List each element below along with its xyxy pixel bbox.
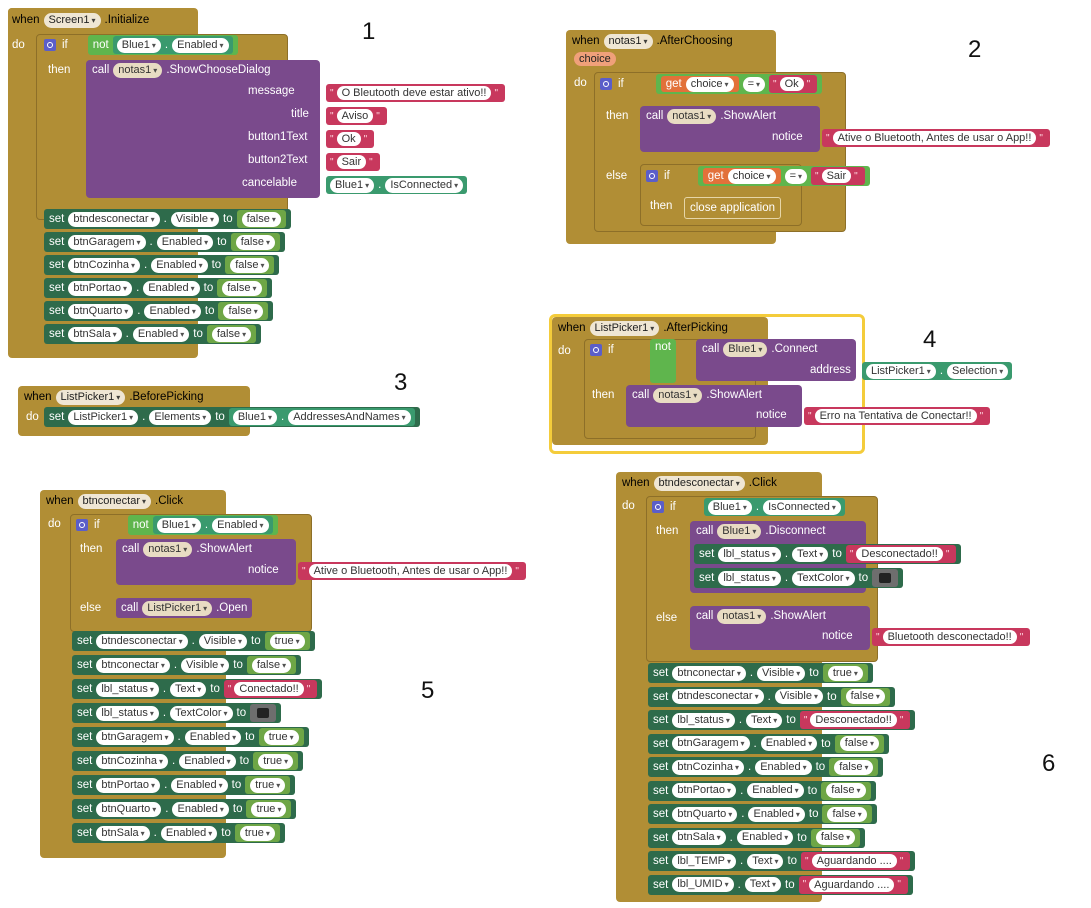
do-keyword: do <box>12 39 25 51</box>
notice-string[interactable]: " Ative o Bluetooth, Antes de usar o App!! " <box>298 562 526 580</box>
set-row[interactable] <box>72 750 303 772</box>
set-row[interactable] <box>72 702 281 724</box>
set-block[interactable]: set btnCozinha ▾ . Enabled ▾ to false ▾ <box>44 255 279 275</box>
set-block[interactable]: set btnGaragem ▾ . Enabled ▾ to true ▾ <box>72 727 309 747</box>
set-row[interactable] <box>648 733 889 755</box>
set-block[interactable]: set btndesconectar ▾ . Visible ▾ to true ▾ <box>72 631 315 651</box>
set-row[interactable] <box>44 254 279 276</box>
notice-string[interactable]: " Ative o Bluetooth, Antes de usar o App!! " <box>822 129 1050 147</box>
set-row[interactable] <box>648 850 915 872</box>
set-block[interactable]: set lbl_status ▾ . TextColor ▾ to <box>72 703 281 723</box>
string-value[interactable]: " Aguardando .... " <box>799 876 908 894</box>
section-label-2: 2 <box>968 36 982 63</box>
set-obj-dropdown[interactable]: btnconectar ▾ <box>96 658 170 673</box>
boolean-value[interactable]: false ▾ <box>237 210 286 228</box>
boolean-value[interactable]: false ▾ <box>822 805 871 823</box>
set-prop-dropdown[interactable]: Enabled ▾ <box>133 327 189 342</box>
cancelable-prop[interactable]: Blue1 ▾ . IsConnected ▾ <box>326 176 467 194</box>
section-label-4: 4 <box>923 326 937 353</box>
set-block[interactable]: set lbl_UMID ▾ . Text ▾ to " Aguardando .... " <box>648 875 913 895</box>
event-block-notas1-afterchoosing[interactable]: when notas1 ▾ .AfterChoosing choice do if get choice ▾ = ▾ " Ok " then call notas1 ▾ .ShowAlert notice " Ative o Bluetooth, Antes de usar o App!! " else if get choice ▾ = ▾ " Sair " then close application <box>566 30 1086 250</box>
obj-dropdown[interactable]: Blue1 ▾ <box>117 38 161 53</box>
set-obj-dropdown[interactable]: btnconectar ▾ <box>672 666 746 681</box>
string-value[interactable]: " Desconectado!! " <box>800 711 911 729</box>
boolean-value[interactable]: false ▾ <box>811 829 860 847</box>
set-block[interactable]: set lbl_status ▾ . Text ▾ to " Desconectado!! " <box>694 544 961 564</box>
compare-block[interactable]: get choice ▾ = ▾ " Ok " <box>656 74 822 94</box>
set-row[interactable] <box>72 822 285 844</box>
button2-string[interactable]: " Sair " <box>326 153 380 171</box>
gear-icon[interactable] <box>590 344 602 356</box>
param-choice[interactable]: choice <box>574 52 616 66</box>
set-obj-dropdown[interactable]: btnGaragem ▾ <box>672 736 749 751</box>
set-row[interactable] <box>44 231 285 253</box>
set-prop-dropdown[interactable]: Text ▾ <box>792 547 828 562</box>
set-prop-dropdown[interactable]: Enabled ▾ <box>161 826 217 841</box>
set-row[interactable] <box>648 874 913 896</box>
set-prop-dropdown[interactable]: Text ▾ <box>170 682 206 697</box>
gear-icon[interactable] <box>646 170 658 182</box>
set-prop-dropdown[interactable]: Text ▾ <box>745 877 781 892</box>
set-prop-dropdown[interactable]: Visible ▾ <box>775 689 823 704</box>
set-obj-dropdown[interactable]: btnPortao ▾ <box>68 281 132 296</box>
set-prop-dropdown[interactable]: Enabled ▾ <box>171 778 227 793</box>
set-block[interactable]: set ListPicker1 ▾ . Elements ▾ to Blue1 ▾ . AddressesAndNames ▾ <box>44 407 420 427</box>
set-obj-dropdown[interactable]: lbl_status ▾ <box>718 571 781 586</box>
title-string[interactable]: " Aviso " <box>326 107 387 125</box>
set-obj-dropdown[interactable]: btndesconectar ▾ <box>96 634 187 649</box>
set-prop-dropdown[interactable]: Enabled ▾ <box>185 730 241 745</box>
string-value[interactable]: " Conectado!! " <box>224 680 317 698</box>
boolean-value[interactable]: true ▾ <box>823 664 868 682</box>
set-block[interactable]: set btnSala ▾ . Enabled ▾ to false ▾ <box>648 828 865 848</box>
event-block-listpicker1-afterpicking[interactable]: when ListPicker1 ▾ .AfterPicking do if not call Blue1 ▾ .Connect address ListPicker1 ▾ . Selection ▾ then call notas1 ▾ .ShowAlert notice " Erro na Tentativa de Conectar!! " <box>552 317 1052 447</box>
message-string[interactable]: " O Bleutooth deve estar ativo!! " <box>326 84 505 102</box>
set-row[interactable] <box>648 686 895 708</box>
set-prop-dropdown[interactable]: Enabled ▾ <box>755 760 811 775</box>
set-block[interactable]: set btnconectar ▾ . Visible ▾ to false ▾ <box>72 655 301 675</box>
event-block-screen1-initialize[interactable]: when Screen1 ▾ .Initialize do if not Blue1 ▾ . Enabled ▾ then call notas1 ▾ .ShowChooseDialog message " O Bleutooth deve estar ativo!! " title " Aviso " button1Text " Ok " button2Text " Sair " cancelable Blue1 ▾ . IsConnected ▾ set btndesconectar ▾ . Visible ▾ to false ▾ set btnGaragem ▾ . Enabled ▾ to false ▾ set btnCozinha ▾ . Enabled ▾ to false ▾ set btnPortao ▾ . Enabled ▾ to false ▾ set btnQuarto ▾ . Enabled ▾ to false ▾ set btnSala ▾ . Enabled ▾ to false ▾ <box>8 8 368 358</box>
set-prop-dropdown[interactable]: Enabled ▾ <box>157 235 213 250</box>
set-block[interactable]: set btnCozinha ▾ . Enabled ▾ to true ▾ <box>72 751 303 771</box>
set-block[interactable]: set btnSala ▾ . Enabled ▾ to true ▾ <box>72 823 285 843</box>
set-block[interactable]: set btnGaragem ▾ . Enabled ▾ to false ▾ <box>44 232 285 252</box>
set-obj-dropdown[interactable]: btnGaragem ▾ <box>96 730 173 745</box>
boolean-value[interactable]: true ▾ <box>235 824 280 842</box>
component-dropdown[interactable]: notas1 ▾ <box>604 34 653 49</box>
boolean-value[interactable]: false ▾ <box>225 256 274 274</box>
set-block[interactable]: set btnPortao ▾ . Enabled ▾ to false ▾ <box>648 781 876 801</box>
boolean-value[interactable]: false ▾ <box>829 758 878 776</box>
set-obj-dropdown[interactable]: btnCozinha ▾ <box>68 258 140 273</box>
boolean-value[interactable]: false ▾ <box>841 688 890 706</box>
color-swatch[interactable] <box>872 569 898 587</box>
set-block[interactable]: set lbl_status ▾ . Text ▾ to " Desconectado!! " <box>648 710 915 730</box>
set-prop-dropdown[interactable]: Text ▾ <box>747 854 783 869</box>
boolean-value[interactable]: false ▾ <box>247 656 296 674</box>
set-obj-dropdown[interactable]: btnCozinha ▾ <box>672 760 744 775</box>
set-block[interactable]: set btnQuarto ▾ . Enabled ▾ to false ▾ <box>44 301 273 321</box>
set-block[interactable]: set btndesconectar ▾ . Visible ▾ to false ▾ <box>648 687 895 707</box>
set-obj-dropdown[interactable]: lbl_status ▾ <box>96 706 159 721</box>
color-swatch[interactable] <box>250 704 276 722</box>
set-block[interactable]: set btnCozinha ▾ . Enabled ▾ to false ▾ <box>648 757 883 777</box>
set-row[interactable] <box>648 756 883 778</box>
set-obj-dropdown[interactable]: btnPortao ▾ <box>96 778 160 793</box>
set-obj-dropdown[interactable]: btnSala ▾ <box>96 826 149 841</box>
set-row[interactable] <box>72 774 295 796</box>
set-row[interactable] <box>694 543 961 565</box>
boolean-value[interactable]: true ▾ <box>259 728 304 746</box>
boolean-value[interactable]: false ▾ <box>821 782 870 800</box>
set-row[interactable] <box>72 726 309 748</box>
set-prop-dropdown[interactable]: Visible ▾ <box>181 658 229 673</box>
boolean-value[interactable]: false ▾ <box>207 325 256 343</box>
set-row[interactable] <box>648 803 877 825</box>
not-block[interactable]: not Blue1 ▾ . Enabled ▾ <box>88 35 238 55</box>
prop-dropdown[interactable]: Enabled ▾ <box>172 38 228 53</box>
not-block[interactable]: not Blue1 ▾ . Enabled ▾ <box>128 515 278 535</box>
set-obj-dropdown[interactable]: lbl_status ▾ <box>672 713 735 728</box>
set-prop-dropdown[interactable]: Visible ▾ <box>199 634 247 649</box>
boolean-value[interactable]: true ▾ <box>246 800 291 818</box>
set-prop-dropdown[interactable]: Enabled ▾ <box>748 807 804 822</box>
boolean-value[interactable]: true ▾ <box>265 632 310 650</box>
set-obj-dropdown[interactable]: btnSala ▾ <box>672 830 725 845</box>
set-obj-dropdown[interactable]: btnQuarto ▾ <box>96 802 161 817</box>
section-label-6: 6 <box>1042 750 1056 777</box>
call-open-block[interactable]: call ListPicker1 ▾ .Open <box>116 598 252 618</box>
boolean-value[interactable]: false ▾ <box>218 302 267 320</box>
set-prop-dropdown[interactable]: TextColor ▾ <box>170 706 232 721</box>
set-block[interactable]: set btnPortao ▾ . Enabled ▾ to true ▾ <box>72 775 295 795</box>
set-block[interactable]: set btnSala ▾ . Enabled ▾ to false ▾ <box>44 324 261 344</box>
set-obj-dropdown[interactable]: lbl_status ▾ <box>96 682 159 697</box>
component-dropdown[interactable]: Screen1 ▾ <box>44 13 101 28</box>
boolean-value[interactable]: false ▾ <box>835 735 884 753</box>
set-block[interactable]: set btndesconectar ▾ . Visible ▾ to false ▾ <box>44 209 291 229</box>
set-row[interactable] <box>72 678 322 700</box>
not-block[interactable]: not <box>650 339 676 383</box>
set-obj-dropdown[interactable]: btnCozinha ▾ <box>96 754 168 769</box>
set-prop-dropdown[interactable]: Visible ▾ <box>757 666 805 681</box>
arg-name-cancelable: cancelable <box>242 177 297 189</box>
set-obj-dropdown[interactable]: btnQuarto ▾ <box>68 304 133 319</box>
set-obj-dropdown[interactable]: btnPortao ▾ <box>672 783 736 798</box>
section-label-5: 5 <box>421 677 435 704</box>
set-prop-dropdown[interactable]: Visible ▾ <box>171 212 219 227</box>
set-block[interactable]: set btnGaragem ▾ . Enabled ▾ to false ▾ <box>648 734 889 754</box>
set-prop-dropdown[interactable]: Enabled ▾ <box>151 258 207 273</box>
then-keyword: then <box>48 64 71 76</box>
call-obj-dropdown[interactable]: notas1 ▾ <box>113 63 162 78</box>
set-prop-dropdown[interactable]: Enabled ▾ <box>179 754 235 769</box>
gear-icon[interactable] <box>600 78 612 90</box>
set-prop-dropdown[interactable]: Enabled ▾ <box>761 736 817 751</box>
section-label-1: 1 <box>362 18 376 45</box>
event-block-btndesconectar-click[interactable]: when btndesconectar ▾ .Click do if Blue1 ▾ . IsConnected ▾ then call Blue1 ▾ .Disconnect set lbl_status ▾ . Text ▾ to " Desconectado!! " set lbl_status ▾ . TextColor ▾ to else call notas1 ▾ .ShowAlert notice " Bluetooth desconectado!! " set btnconectar ▾ . Visible ▾ to true ▾ set btndesconectar ▾ . Visible ▾ to false ▾ set lbl_status ▾ . Text ▾ to " Desconectado!! " set btnGaragem ▾ . Enabled ▾ to false ▾ set btnCozinha ▾ . Enabled ▾ to false ▾ set btnPortao ▾ . Enabled ▾ to false ▾ set btnQuarto ▾ . Enabled ▾ to false ▾ set btnSala ▾ . Enabled ▾ to false ▾ set lbl_TEMP ▾ . Text ▾ to " Aguardando .... " set lbl_UMID ▾ . Text ▾ to " Aguardando .... " <box>616 472 1086 904</box>
gear-icon[interactable] <box>76 519 88 531</box>
set-block[interactable]: set btnQuarto ▾ . Enabled ▾ to false ▾ <box>648 804 877 824</box>
set-row[interactable] <box>648 709 915 731</box>
gear-icon[interactable] <box>652 501 664 513</box>
set-prop-dropdown[interactable]: Enabled ▾ <box>747 783 803 798</box>
set-obj-dropdown[interactable]: btnSala ▾ <box>68 327 121 342</box>
set-obj-dropdown[interactable]: lbl_TEMP ▾ <box>672 854 736 869</box>
set-row[interactable] <box>44 277 272 299</box>
set-block[interactable]: set btnPortao ▾ . Enabled ▾ to false ▾ <box>44 278 272 298</box>
set-block[interactable]: set lbl_status ▾ . Text ▾ to " Conectado!! " <box>72 679 322 699</box>
error-string[interactable]: " Erro na Tentativa de Conectar!! " <box>804 407 990 425</box>
boolean-value[interactable]: true ▾ <box>253 752 298 770</box>
boolean-value[interactable]: false ▾ <box>231 233 280 251</box>
event-block-listpicker1-beforepicking[interactable]: when ListPicker1 ▾ .BeforePicking do set ListPicker1 ▾ . Elements ▾ to Blue1 ▾ . AddressesAndNames ▾ <box>18 386 538 442</box>
section-label-3: 3 <box>394 369 408 396</box>
set-prop-dropdown[interactable]: TextColor ▾ <box>792 571 854 586</box>
button1-string[interactable]: " Ok " <box>326 130 374 148</box>
set-block[interactable]: set lbl_TEMP ▾ . Text ▾ to " Aguardando .... " <box>648 851 915 871</box>
event-name: .Initialize <box>104 14 150 26</box>
event-block-btnconectar-click[interactable]: when btnconectar ▾ .Click do if not Blue1 ▾ . Enabled ▾ then call notas1 ▾ .ShowAlert notice " Ative o Bluetooth, Antes de usar o App!! " else call ListPicker1 ▾ .Open set btndesconectar ▾ . Visible ▾ to true ▾ set btnconectar ▾ . Visible ▾ to false ▾ set lbl_status ▾ . Text ▾ to " Conectado!! " set lbl_status ▾ . TextColor ▾ to set btnGaragem ▾ . Enabled ▾ to true ▾ set btnCozinha ▾ . Enabled ▾ to true ▾ set btnPortao ▾ . Enabled ▾ to true ▾ set btnQuarto ▾ . Enabled ▾ to true ▾ set btnSala ▾ . Enabled ▾ to true ▾ <box>40 490 600 860</box>
set-obj-dropdown[interactable]: btndesconectar ▾ <box>672 689 763 704</box>
set-row[interactable] <box>72 630 315 652</box>
set-prop-dropdown[interactable]: Enabled ▾ <box>143 281 199 296</box>
set-block[interactable]: set btnQuarto ▾ . Enabled ▾ to true ▾ <box>72 799 296 819</box>
set-row[interactable] <box>648 780 876 802</box>
set-prop-dropdown[interactable]: Enabled ▾ <box>737 830 793 845</box>
set-row[interactable] <box>44 208 291 230</box>
set-row[interactable] <box>72 798 296 820</box>
set-prop-dropdown[interactable]: Enabled ▾ <box>172 802 228 817</box>
when-keyword: when <box>12 14 40 26</box>
string-value[interactable]: " Aguardando .... " <box>801 852 910 870</box>
set-row[interactable] <box>648 662 873 684</box>
set-obj-dropdown[interactable]: btndesconectar ▾ <box>68 212 159 227</box>
set-row[interactable] <box>648 827 865 849</box>
set-block[interactable]: set btnconectar ▾ . Visible ▾ to true ▾ <box>648 663 873 683</box>
boolean-value[interactable]: false ▾ <box>217 279 266 297</box>
gear-icon[interactable] <box>44 39 56 51</box>
set-block[interactable]: set lbl_status ▾ . TextColor ▾ to <box>694 568 903 588</box>
if-keyword: if <box>62 39 68 51</box>
set-row[interactable] <box>44 323 261 345</box>
set-row[interactable] <box>44 300 273 322</box>
compare-block[interactable]: get choice ▾ = ▾ " Sair " <box>698 166 870 186</box>
set-obj-dropdown[interactable]: lbl_status ▾ <box>718 547 781 562</box>
set-obj-dropdown[interactable]: btnQuarto ▾ <box>672 807 737 822</box>
set-prop-dropdown[interactable]: Text ▾ <box>746 713 782 728</box>
close-application-block[interactable]: close application <box>684 197 781 219</box>
set-row[interactable] <box>694 567 903 589</box>
set-prop-dropdown[interactable]: Enabled ▾ <box>144 304 200 319</box>
boolean-value[interactable]: true ▾ <box>245 776 290 794</box>
set-obj-dropdown[interactable]: btnGaragem ▾ <box>68 235 145 250</box>
set-row[interactable] <box>72 654 301 676</box>
string-value[interactable]: " Desconectado!! " <box>846 545 957 563</box>
set-obj-dropdown[interactable]: lbl_UMID ▾ <box>672 877 733 892</box>
alert-string[interactable]: " Bluetooth desconectado!! " <box>872 628 1030 646</box>
